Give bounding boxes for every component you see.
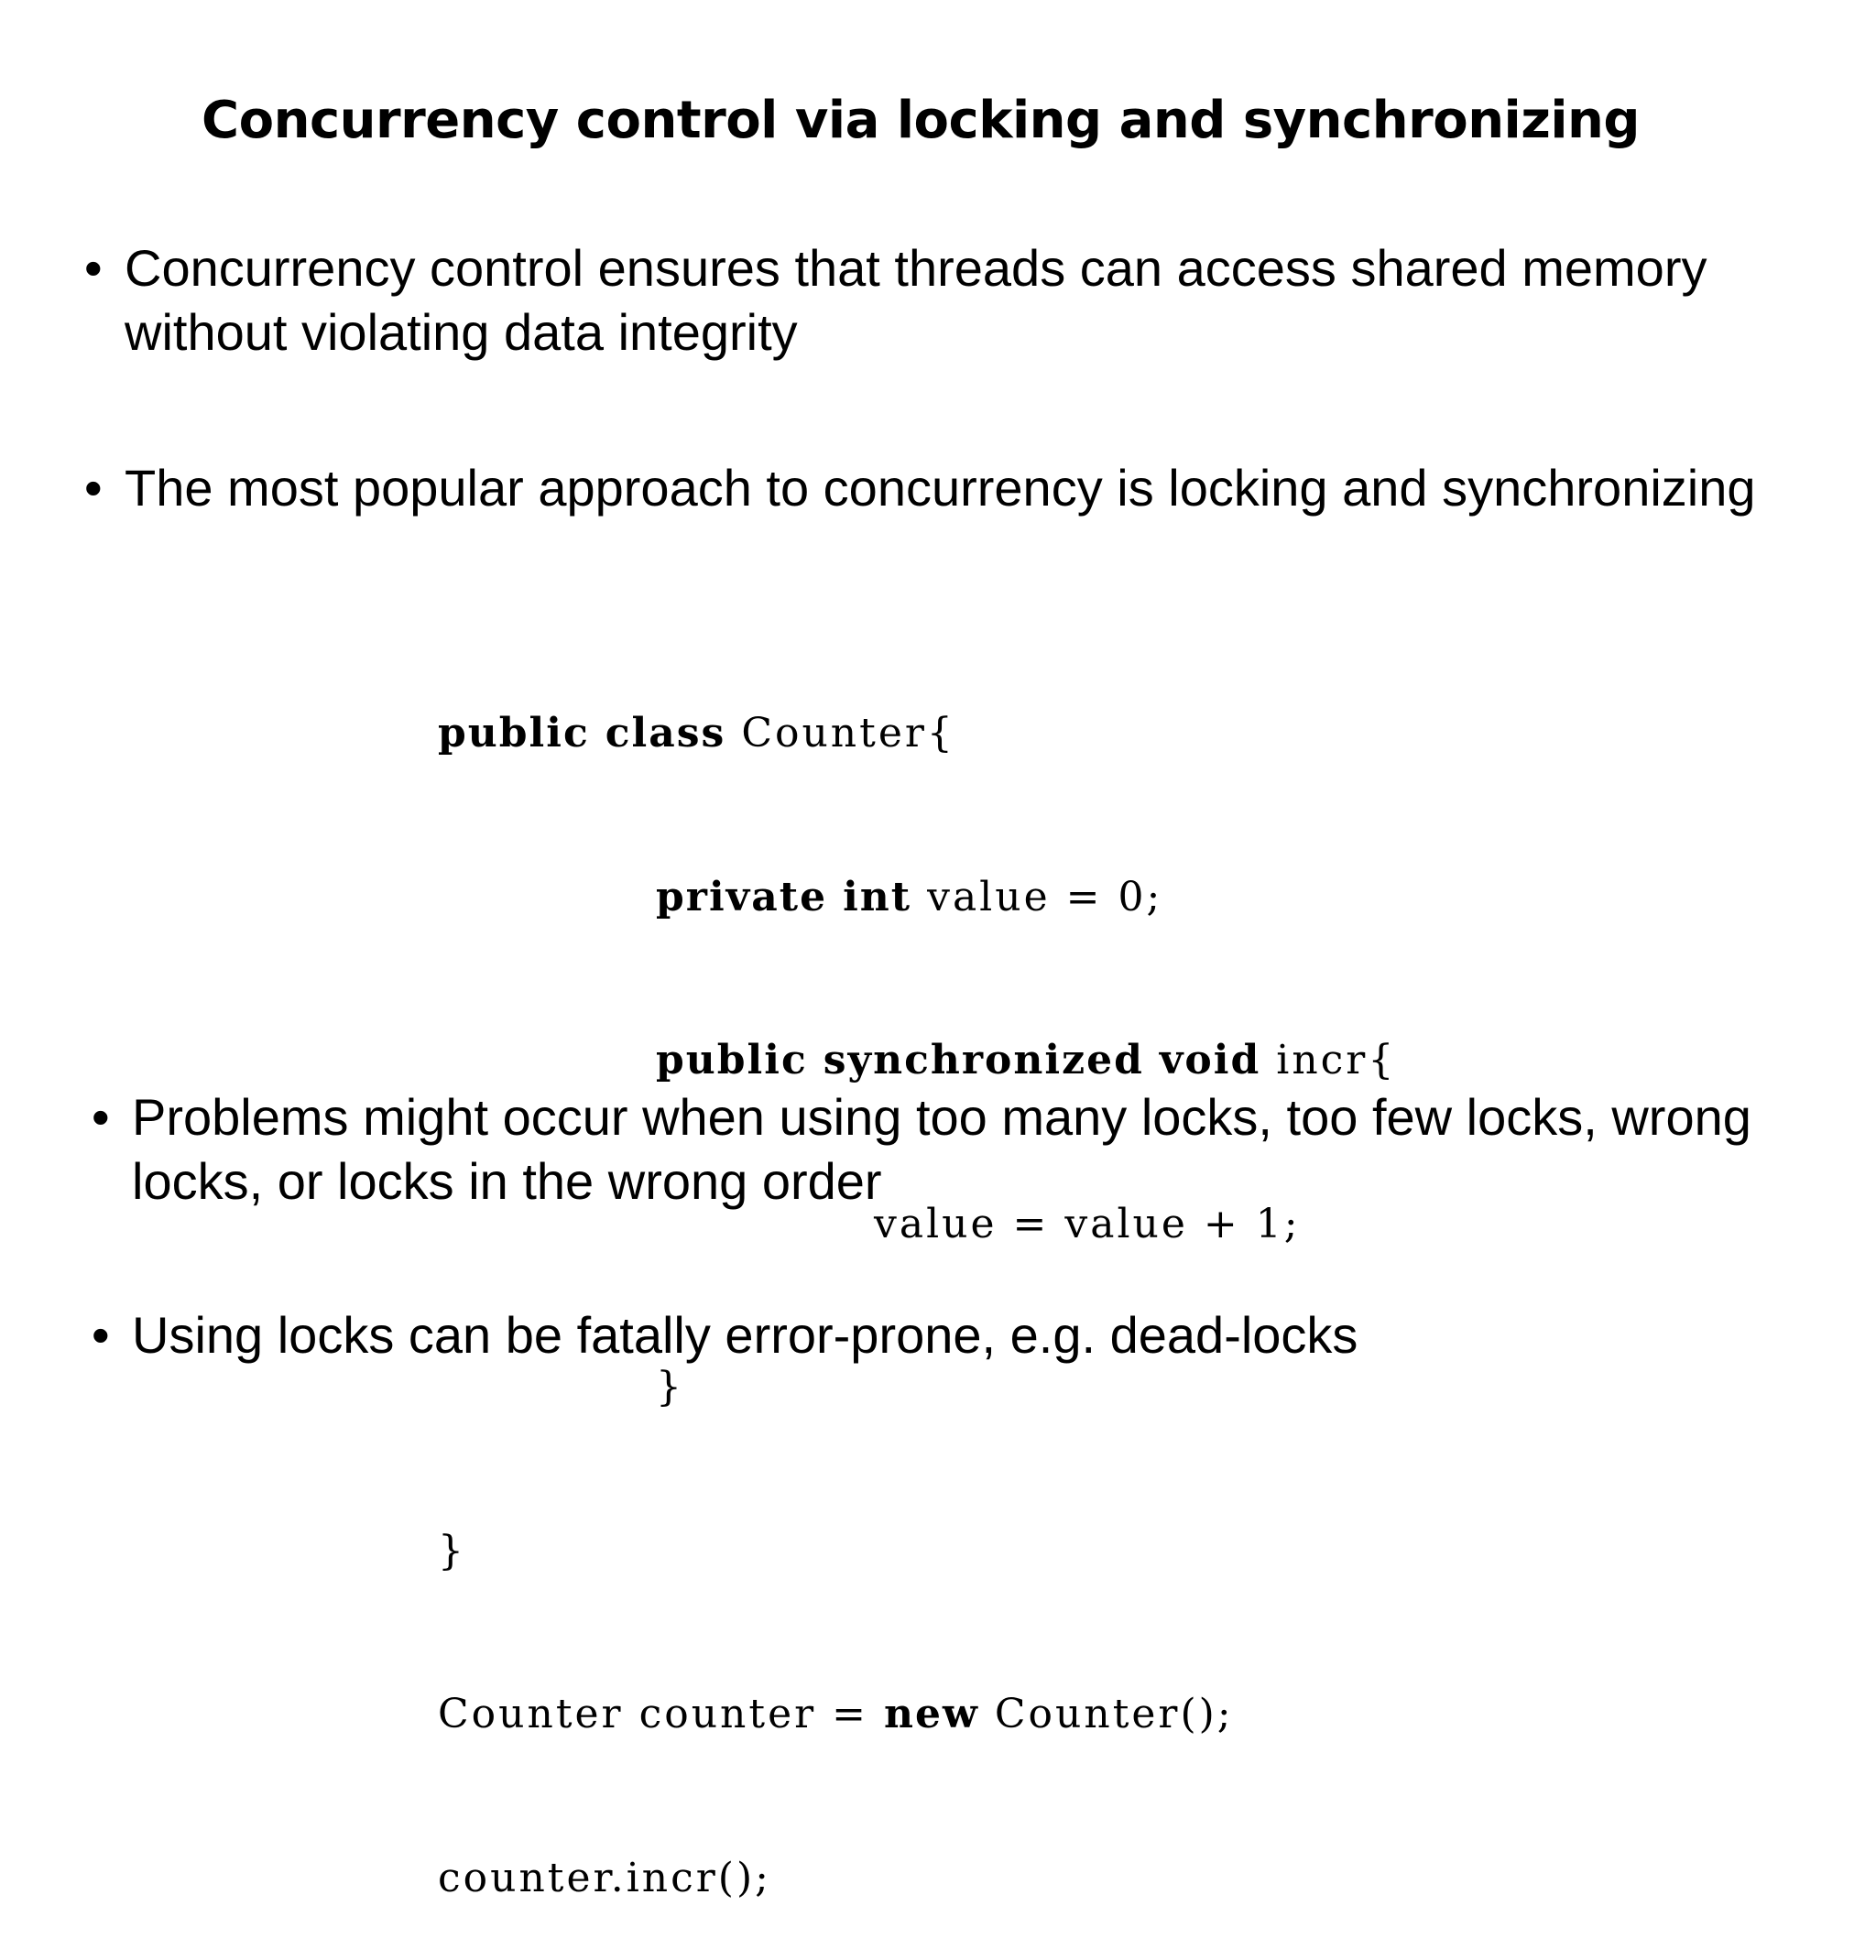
- bullet-dot: •: [92, 1088, 110, 1146]
- bullet-line: The most popular approach to concurrency is locking and synchronizing: [125, 459, 1756, 517]
- code-block: [438, 597, 1396, 1960]
- code-line: [438, 870, 1396, 925]
- bullet-line: Concurrency control ensures that threads can access shared memory: [125, 239, 1707, 297]
- code-keyword: class: [605, 710, 726, 757]
- bullet-dot: •: [84, 239, 103, 297]
- bullet-line: locks, or locks in the wrong order: [132, 1152, 882, 1210]
- code-line: [438, 1851, 1396, 1906]
- code-text: }: [438, 1527, 466, 1574]
- bullet-text: [125, 236, 1707, 365]
- bullet-line: Problems might occur when using too many locks, too few locks, wrong: [132, 1088, 1751, 1146]
- code-keyword: private: [656, 873, 828, 920]
- code-keyword: new: [884, 1691, 979, 1737]
- code-text: Counter counter =: [438, 1691, 868, 1737]
- code-text: value = 0;: [927, 873, 1163, 920]
- code-text: counter.incr();: [438, 1854, 771, 1901]
- bullet-line: Using locks can be fatally error-prone, e.g. dead-locks: [132, 1306, 1358, 1364]
- code-text: Counter();: [994, 1691, 1234, 1737]
- code-text: }: [656, 1364, 684, 1410]
- bullet-text: [125, 456, 1756, 520]
- bullet-text: [132, 1303, 1358, 1367]
- code-keyword: int: [843, 873, 912, 920]
- code-line: [438, 1033, 1396, 1088]
- code-line: [438, 1360, 1396, 1415]
- code-keyword: synchronized: [823, 1037, 1144, 1083]
- code-keyword: void: [1159, 1037, 1261, 1083]
- code-text: value = value + 1;: [874, 1200, 1301, 1247]
- bullet-text: [132, 1085, 1751, 1214]
- code-keyword: public: [656, 1037, 808, 1083]
- code-text: Counter{: [741, 710, 955, 757]
- bullet-dot: •: [92, 1306, 110, 1364]
- bullet-dot: •: [84, 459, 103, 517]
- slide-title: Concurrency control via locking and synchronizing: [202, 91, 1640, 150]
- code-line: [438, 1687, 1396, 1742]
- code-line: [438, 706, 1396, 761]
- code-keyword: public: [438, 710, 590, 757]
- code-text: incr{: [1276, 1037, 1397, 1083]
- code-line: [438, 1524, 1396, 1579]
- bullet-line: without violating data integrity: [125, 303, 798, 361]
